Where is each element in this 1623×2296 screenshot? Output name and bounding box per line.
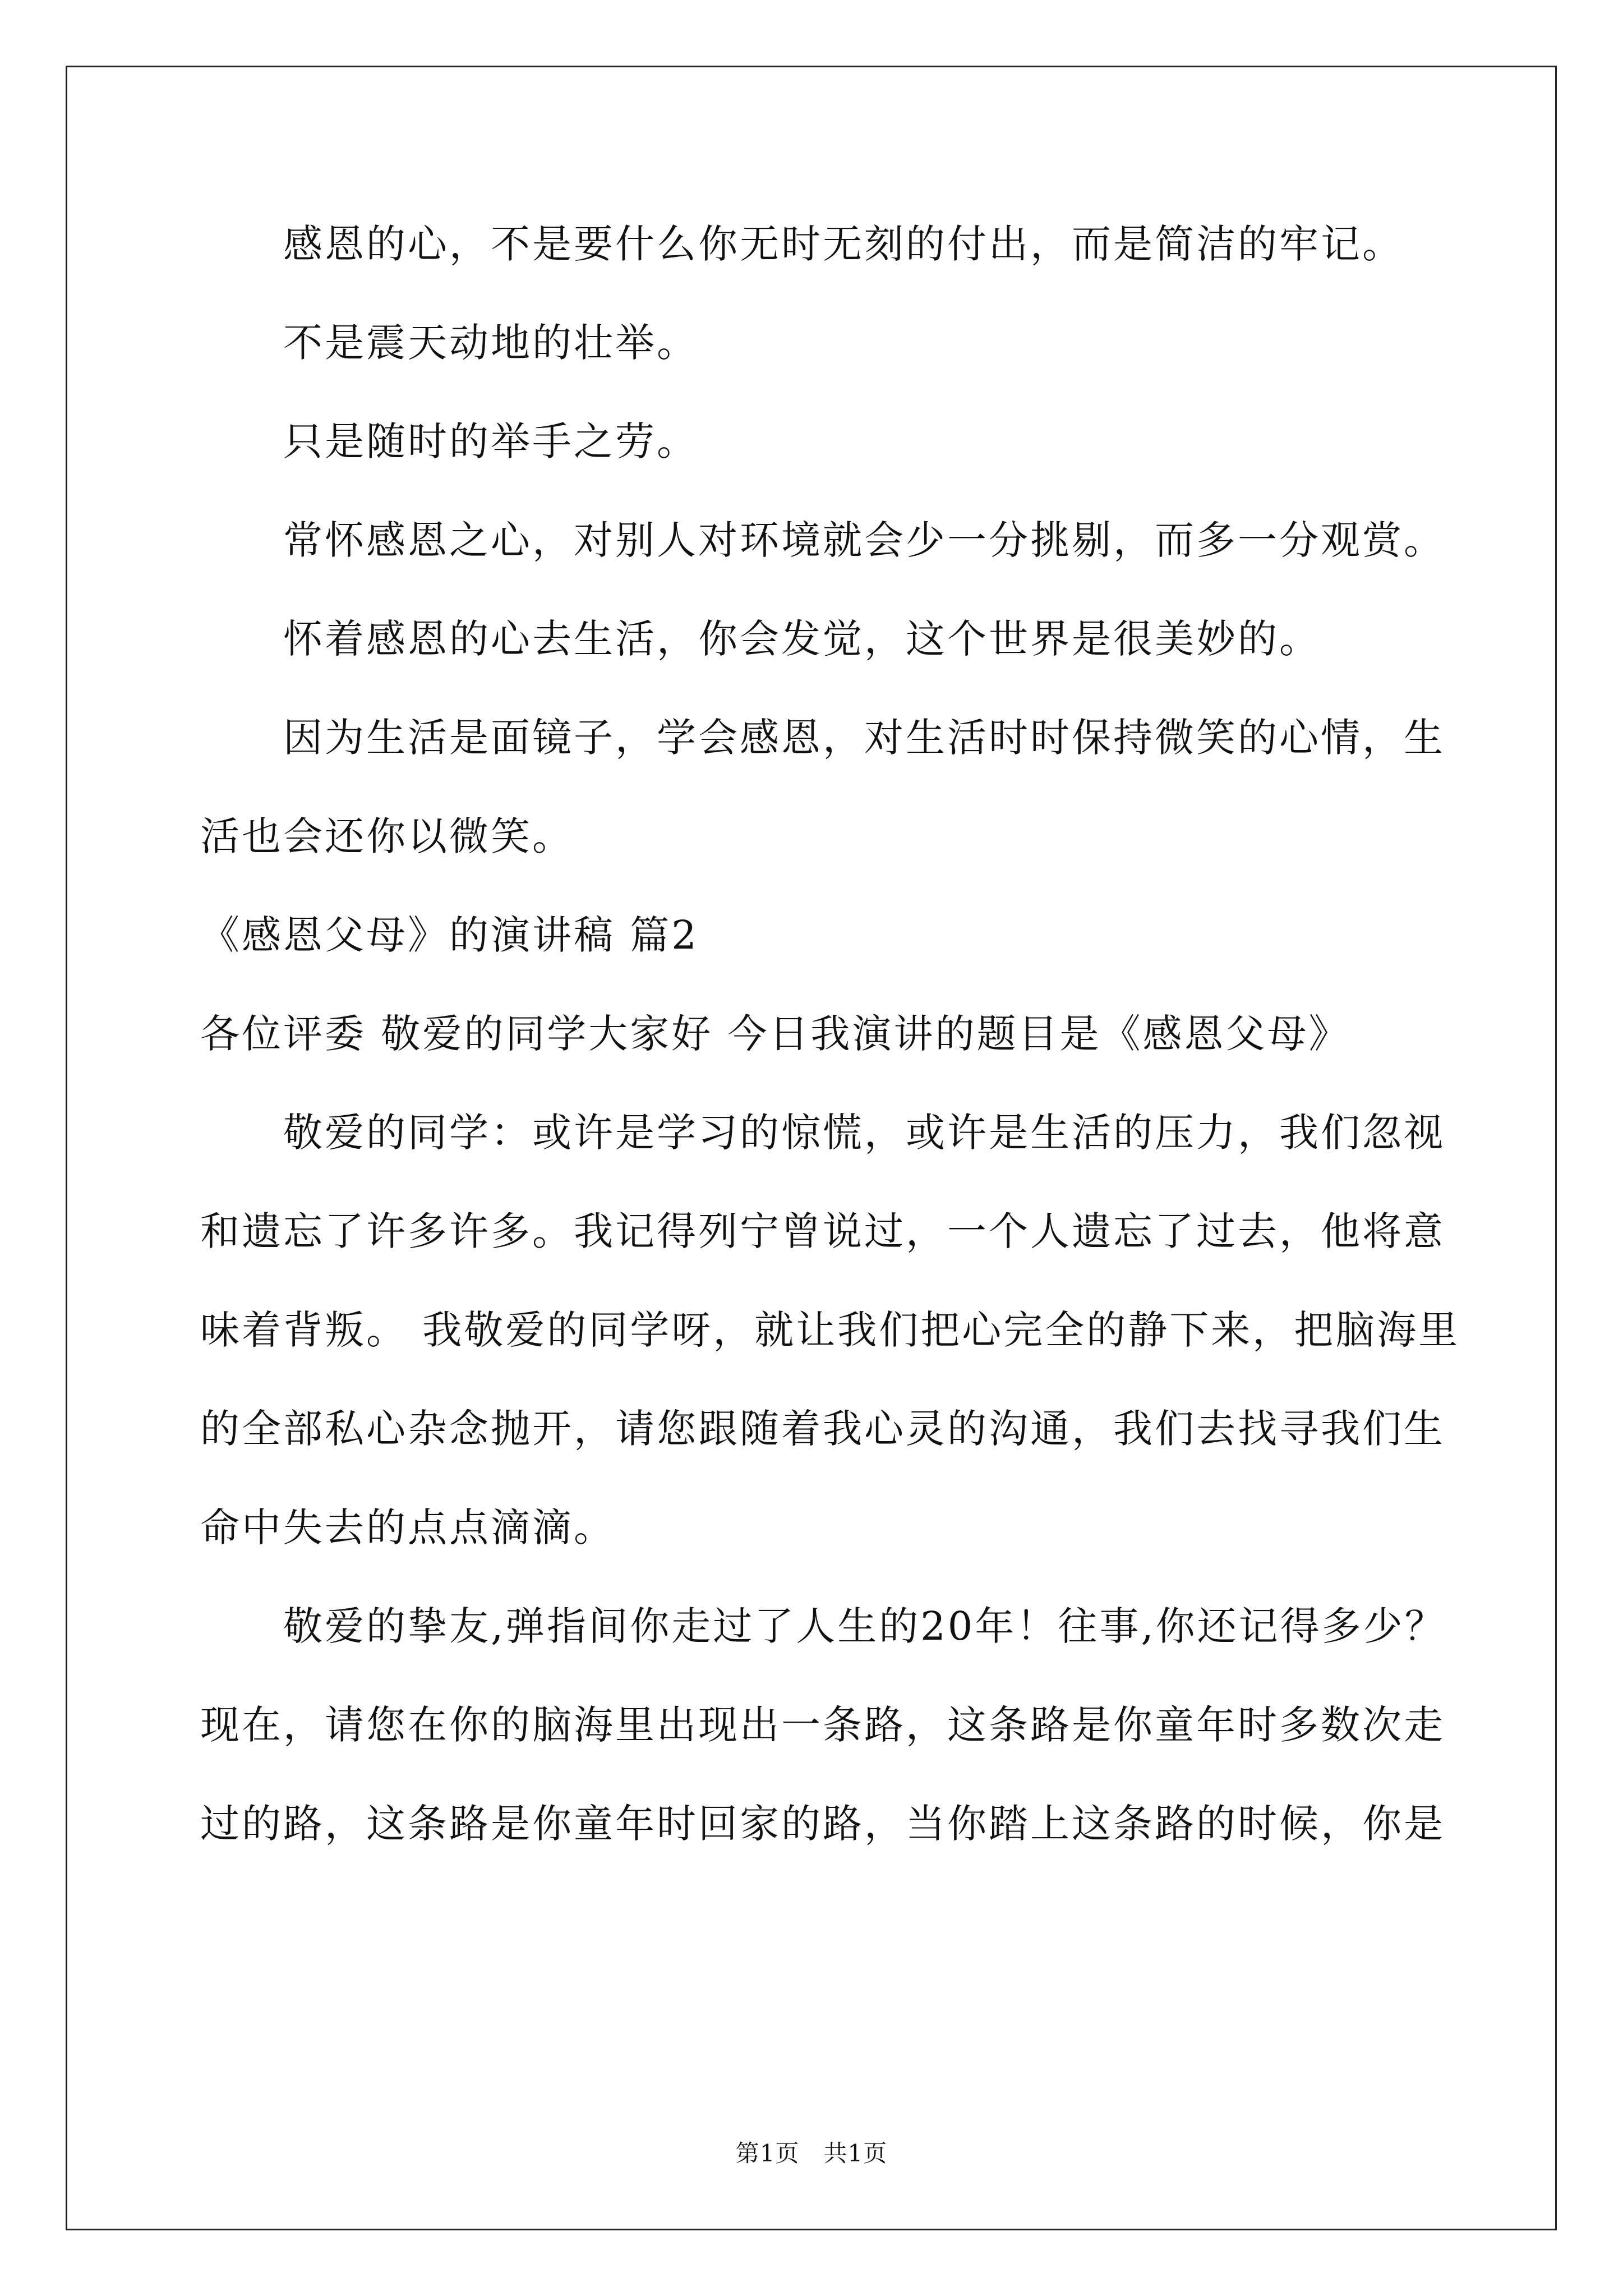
paragraph-line: 过的路，这条路是你童年时回家的路，当你踏上这条路的时候，你是	[200, 1801, 1445, 1847]
paragraph-line: 活也会还你以微笑。	[200, 813, 574, 859]
paragraph-line: 只是随时的举手之劳。	[283, 418, 698, 464]
paragraph-line: 的全部私心杂念抛开，请您跟随着我心灵的沟通，我们去找寻我们生	[200, 1406, 1445, 1452]
paragraph-line: 因为生活是面镜子，学会感恩，对生活时时保持微笑的心情，生	[283, 715, 1445, 761]
paragraph-line: 不是震天动地的壮举。	[283, 320, 698, 366]
page-footer: 第1页 共1页	[735, 2139, 888, 2167]
paragraph-line: 现在，请您在你的脑海里出现出一条路，这条路是你童年时多数次走	[200, 1702, 1445, 1748]
paragraph-line: 各位评委 敬爱的同学大家好 今日我演讲的题目是《感恩父母》	[200, 1011, 1350, 1057]
paragraph-line: 敬爱的同学：或许是学习的惊慌，或许是生活的压力，我们忽视	[283, 1110, 1445, 1156]
paragraph-line: 和遗忘了许多许多。我记得列宁曾说过，一个人遗忘了过去，他将意	[200, 1208, 1445, 1254]
paragraph-line: 怀着感恩的心去生活，你会发觉，这个世界是很美妙的。	[283, 616, 1321, 662]
paragraph-line: 感恩的心，不是要什么你无时无刻的付出，而是简洁的牢记。	[283, 221, 1404, 267]
paragraph-line: 常怀感恩之心，对别人对环境就会少一分挑剔，而多一分观赏。	[283, 517, 1445, 563]
paragraph-line: 敬爱的挚友,弹指间你走过了人生的20年！往事,你还记得多少？	[283, 1603, 1446, 1649]
section-heading: 《感恩父母》的演讲稿 篇2	[200, 912, 699, 958]
paragraph-line: 命中失去的点点滴滴。	[200, 1504, 615, 1550]
paragraph-line: 味着背叛。 我敬爱的同学呀，就让我们把心完全的静下来，把脑海里	[200, 1307, 1460, 1353]
